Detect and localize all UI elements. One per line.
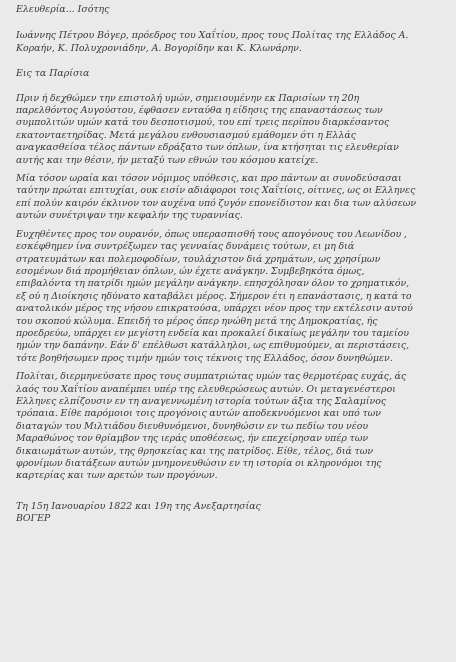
addressee [16,30,448,55]
paragraph-1 [16,93,448,167]
text-line: Ελληνες ελπίζουσιν εν τη αναγεννωμένη ιστορία τούτων άξια της Σαλαμίνος [16,395,387,407]
paragraph-4 [16,371,448,483]
text-line: Πριν ή δεχθώμεν την επιστολή υμών, σημειουμένην εκ Παρισίων τη 20η [16,92,360,104]
text-line: εξ ού η Διοίκησις ηδύνατο καταβάλει μέρος. Σήμερον έτι η επανάστασις, η κατά το [16,290,412,302]
closing-date: Τη 15η Ιανουαρίου 1822 και 19η της Ανεξαρτησίας [16,500,261,512]
text-line: Μία τόσον ωραία και τόσον νόμιμος υπόθεσις, και προ πάντων αι συνοδεύσασαι [16,173,402,185]
paragraph-3 [16,229,448,365]
text-line: φρονίμων διατάξεων αυτών μνημονευθώσιν εν τη ιστορία οι κληρονόμοι της [16,458,382,469]
text-line: αναγκασθείσα τέλος πάντων εδράξατο των όπλων, ίνα κτήσηται τις ελευθερίαν [16,142,399,154]
text-line: επί πολύν καιρόν έκλινον τον αυχένα υπό ζυγόν επονείδιστον και δια των αλύσεων [16,197,417,209]
text-line: τρόπαια. Είθε παρόμοιοι τοις προγόνοις αυτών αποδεκνυόμενοι και υπό των [16,408,382,420]
addressee-line: Κοραήν, Κ. Πολυχρονιάδην, Α. Βογορίδην και Κ. Κλωνάρην. [16,42,302,54]
text-line: καρτερίας και των αρετών των προγόνων. [16,470,218,482]
text-line: Πολίται, διερμηνεύσατε προς τους συμπατριώτας υμών τας θερμοτέρας ευχάς, άς [16,371,407,383]
text-line: ταύτην πρώται επιτυχίαι, ουκ εισίν αδιάφοροι τοις Χαΐτίοις, οίτινες, ως οι Ελληνες [16,185,416,197]
text-line: τότε βοηθήσωμεν προς τιμήν ημών τοις τέκνοις της Ελλάδος, όσον δυνηθώμεν. [16,352,393,364]
addressee-line: Ιωάννης Πέτρου Βόγερ, πρόεδρος του Χαΐτίου, προς τους Πολίτας της Ελλάδος Α. [16,30,409,42]
text-line: διαταγών του Μιλτιάδου διευθυνόμενοι, δυνηθώσιν εν τω πεδίω του νέου [16,420,369,432]
text-line: Μαραθώνος τον θρίαμβον της ιεράς υποθέσεως, ήν επεχείρησαν υπέρ των [16,433,369,445]
text-line: Ευχηθέντες προς τον ουρανόν, όπως υπερασπισθή τους απογόνους του Λεωνίδου , [16,228,407,240]
text-line: εκατονταετηρίδας. Μετά μεγάλου ενθουσιασμού εμάθομεν ότι η Ελλάς [16,129,356,141]
text-line: παρελθόντος Αυγούστου, έφθασεν ενταύθα η είδησις της επαναστάσεως των [16,105,383,117]
text-line: λαός του Χαΐτίου αναπέμπει υπέρ της ελευθερώσεως αυτών. Οι μεταγενέστεροι [16,383,396,395]
text-line: αυτών συνέτριψαν την κεφαλήν της τυραννίας. [16,210,243,222]
text-line: του σκοπού κώλυμα. Επειδή το μέρος όπερ ηνώθη μετά της Δημοκρατίας, ής [16,315,378,327]
text-line: προεδρεύω, υπάρχει εν μεγίστη ενδεία και προκαλεί δικαίως μεγάλην του ταμείου [16,327,409,339]
document-title: Ελευθερία... Ισότης [16,4,110,15]
text-line: αυτής και την θέσιν, ήν μεταξύ των εθνών του κόσμου κατείχε. [16,154,319,166]
letter-body [16,93,448,483]
text-line: στρατευμάτων και πολεμοφοδίων, τουλάχιστον διά χρημάτων, ως χρησίμων [16,253,381,265]
text-line: επιβαλόντα τη πατρίδι ημών μεγάλην ανάγκην. επησχόλησαν όλον το χρηματικόν, [16,278,410,290]
text-line: δικαιωμάτων αυτών, της θρησκείας και της πατρίδος. Είθε, τέλος, διά των [16,445,374,457]
text-line: συμπολιτών υμών κατά του δεσποτισμού, του επί τρεις περίπου διαρκέσαντος [16,117,390,129]
text-line: εσομένων διά προμήθειαν όπλων, ών έχετε ανάγκην. Συμβεβηκότα όμως, [16,265,365,277]
signature: ΒΟΓΕΡ [16,513,51,525]
text-line: ανατολικόν μέρος της νήσου επικρατούσα, υπάρχει νέον προς την εκτέλεσιν αυτού [16,303,413,315]
place-heading: Εις τα Παρίσια [16,68,90,80]
paragraph-2 [16,173,448,223]
text-line: εσκέφθημεν ίνα συντρέξωμεν τας γενναίας δυνάμεις τούτων, ει μη διά [16,241,355,253]
text-line: ημών την δαπάνην. Εάν δ' επέλθωσι κατάλληλοι, ως επιθυμούμεν, αι περιστάσεις, [16,340,410,352]
